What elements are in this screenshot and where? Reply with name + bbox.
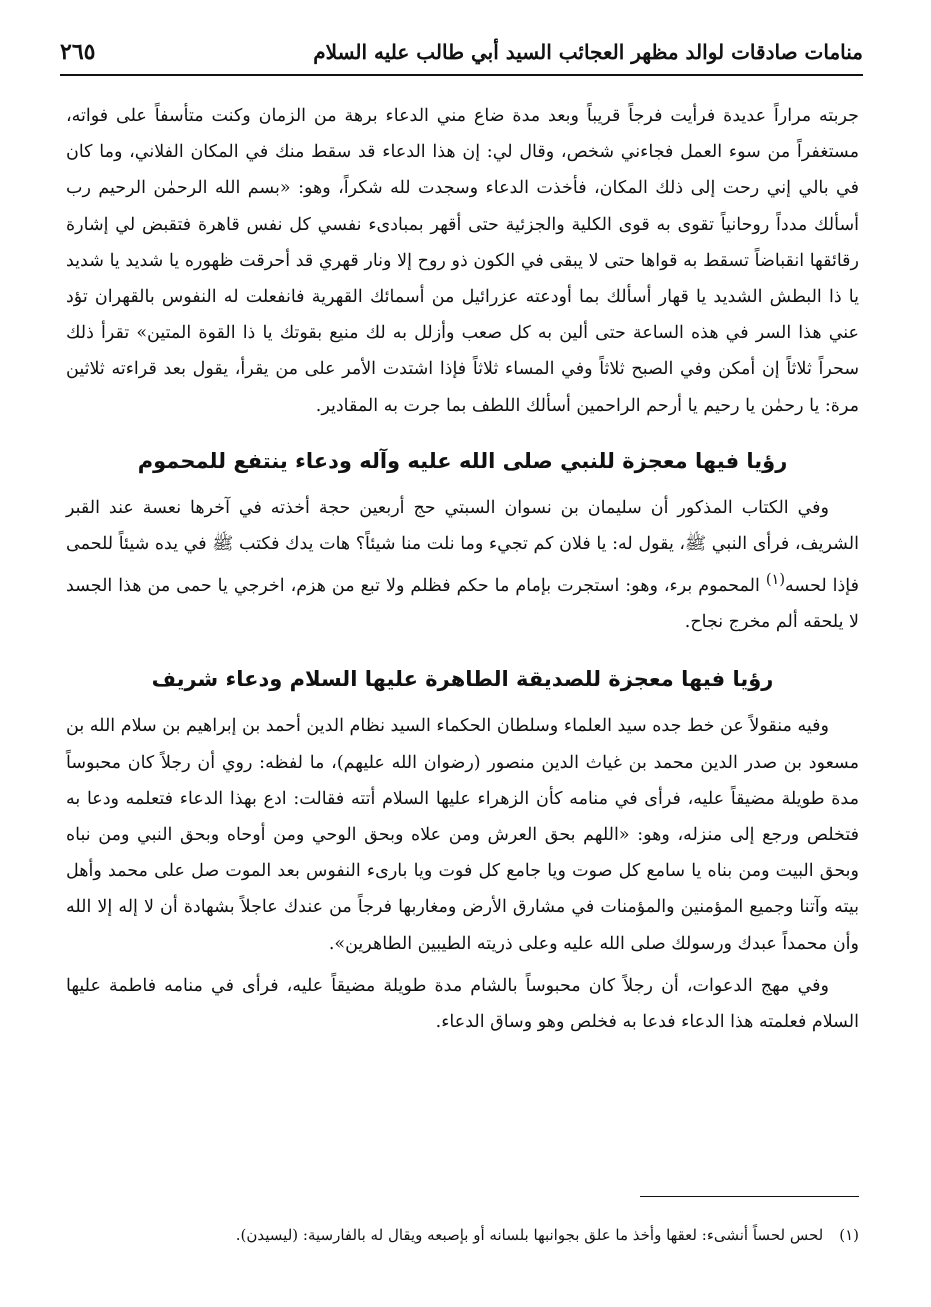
section-heading-prophet-miracle: رؤيا فيها معجزة للنبي صلى الله عليه وآله ودعاء ينتفع للمحموم (137, 448, 788, 473)
running-header (60, 30, 863, 76)
footnote-text: لحس لحساً أنشىء: لعقها وأخذ ما علق بجوانبها بلسانه أو بإصبعه ويقال له بالفارسية: (ليسيدن). (235, 1226, 824, 1244)
prison-dua-paragraph: وفيه منقولاً عن خط جده سيد العلماء وسلطان الحكماء السيد نظام الدين أحمد بن إبراهيم بن سلام الله بن مسعود بن صدر الدين محمد بن غياث الدين منصور (رضوان الله عليهم)، ما لفظه: روي أن رجلاً كان محبوساً مدة طويلة مضيقاً عليه، فرأى في منامه كأن الزهراء عليها السلام أتته فقالت: ادع بهذا الدعاء فتعلمه ودعا به فتخلص ورجع إلى منزله، وهو: «اللهم بحق العرش ومن علاه وبحق الوحي ومن أوحاه وبحق النبي ومن نباه وبحق البيت ومن بناه يا سامع كل صوت ويا جامع كل فوت ويا بارىء النفوس بعد الموت صل على محمد وأهل بيته وآتنا وجميع المؤمنين والمؤمنات في مشارق الأرض ومغاربها فرجاً من عندك عاجلاً بشهادة أن لا إله إلا الله وأن محمداً عبدك ورسولك صلى الله عليه وعلى ذريته الطيبين الطاهرين». (66, 716, 860, 954)
footnote (66, 1222, 859, 1248)
muhaj-paragraph: وفي مهج الدعوات، أن رجلاً كان محبوساً بالشام مدة طويلة مضيقاً عليه، فرأى في منامه فاطمة عليها السلام فعلمته هذا الدعاء فدعا به فخلص وهو وساق الدعاء. (66, 975, 859, 1033)
fever-paragraph-text-start: وفي الكتاب المذكور أن سليمان بن نسوان السبتي حج أربعين حجة أخذته في آخرها نعسة عند القبر الشريف، فرأى النبي ﷺ، يقول له: يا فلان كم تجيء وما نلت منا شيئاً؟ هات يدك فكتب ﷺ في يده شيئاً للحمى فإذا لحسه (66, 497, 859, 597)
running-header-title: منامات صادقات لوالد مظهر العجائب السيد أبي طالب عليه السلام (313, 40, 863, 64)
continued-paragraph: جربته مراراً عديدة فرأيت فرجاً قريباً وبعد مدة ضاع مني الدعاء برهة من الزمان وكنت متأسفاً على فواته، مستغفراً من سوء العمل فجاءني شخص، وقال لي: إن هذا الدعاء قد سقط منك في المكان الفلاني، وما كان في بالي إني رحت إلى ذلك المكان، فأخذت الدعاء وسجدت لله شكراً، وهو: «بسم الله الرحمٰن الرحيم رب أسألك مدداً روحانياً تقوى به قوى الكلية والجزئية حتى أقهر بمبادىء نفسي كل نفس قاهرة فتقبض لي إشارة رقائقها انقباضاً تسقط به قواها حتى لا يبقى في الكون ذو روح إلا ونار قهري قد أحرقت ظهوره يا شديد يا شديد يا ذا البطش الشديد يا قهار أسألك بما أودعته عزرائيل من أسمائك القهرية فانفعلت له النفوس بالقهران تؤد عني هذا السر في هذه الساعة حتى ألين به كل صعب وأزلل به لك منيع بقوتك يا ذا القوة المتين» تقرأ ذلك سحراً ثلاثاً إن أمكن وفي الصبح ثلاثاً وفي المساء ثلاثاً فإذا اشتدت الأمر على من يقرأ، يقول بعد قراءته ثلاثين مرة: يا رحمٰن يا رحيم يا أرحم الراحمين أسألك اللطف بما جرت به المقادير. (66, 106, 859, 416)
section-heading-zahra-miracle: رؤيا فيها معجزة للصديقة الطاهرة عليها السلام ودعاء شريف (151, 667, 774, 692)
fever-paragraph (66, 490, 859, 641)
footnote-number: (١) (839, 1226, 859, 1244)
footnote-reference: (١) (765, 571, 786, 589)
footnote-divider (640, 1196, 859, 1197)
fever-paragraph-text-end: المحموم برء، وهو: استجرت بإمام ما حكم فظلم ولا تبع من هزم، اخرجي يا حمى من هذا الجسد لا يلحقه ألم مخرج نجاح. (66, 576, 859, 633)
main-text (66, 98, 859, 1040)
page-number: ٢٦٥ (60, 39, 96, 65)
